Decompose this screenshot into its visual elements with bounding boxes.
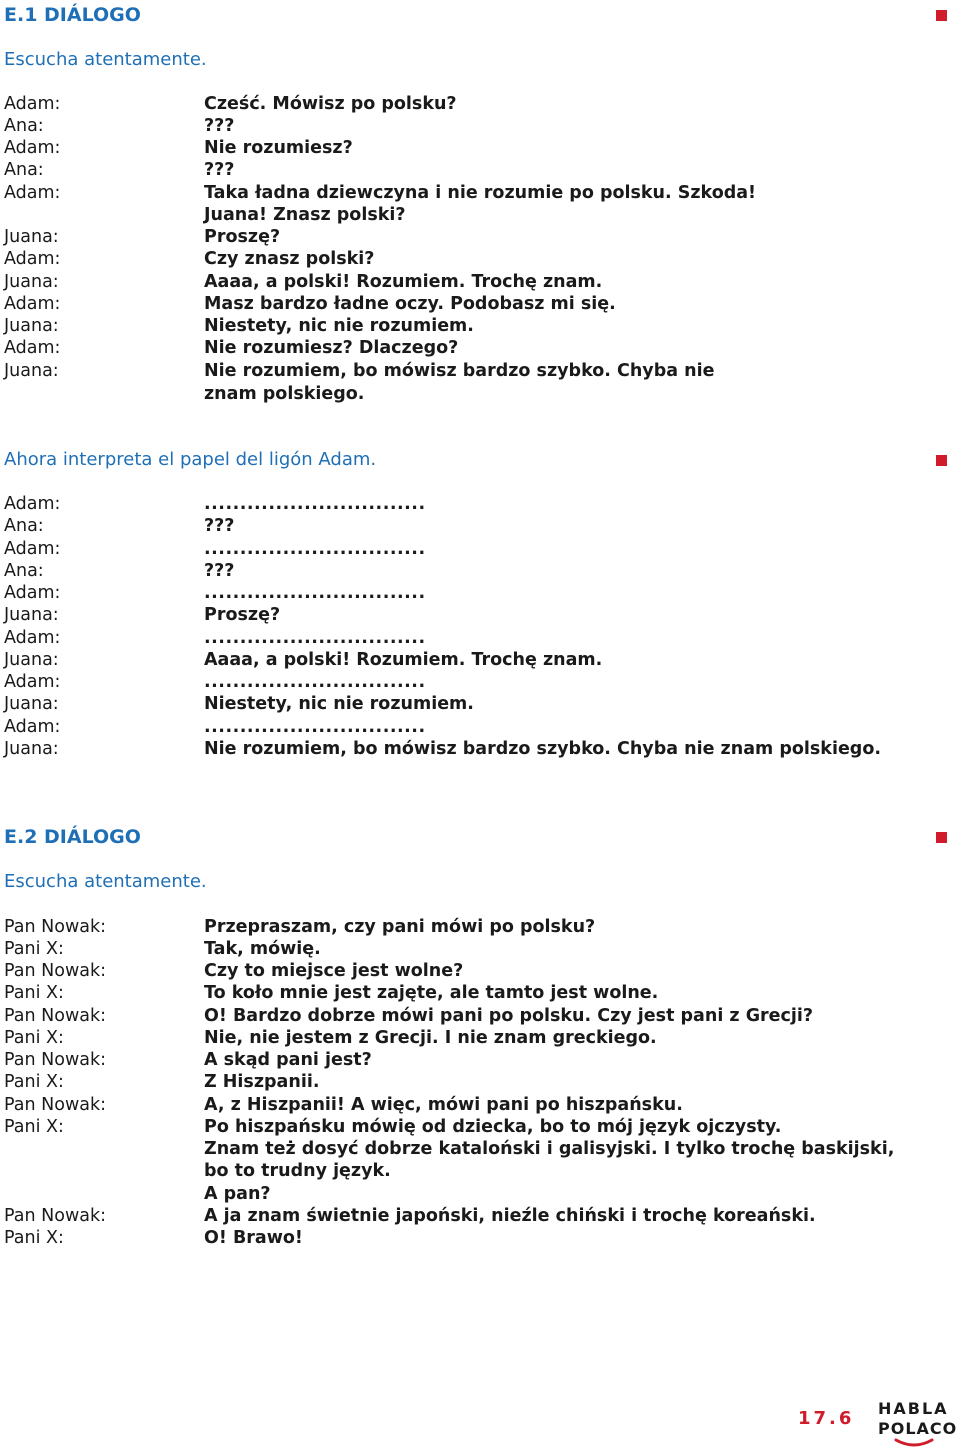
dialogue-line [0, 337, 900, 359]
dialogue-line [0, 93, 900, 115]
dialogue-line [0, 693, 900, 715]
line-text: Znam też dosyć dobrze kataloński i galisyjski. I tylko trochę baskijski, [204, 1139, 895, 1159]
speaker: Adam: [4, 583, 61, 603]
speaker: Adam: [4, 672, 61, 692]
line-text: Niestety, nic nie rozumiem. [204, 316, 474, 336]
line-text: Aaaa, a polski! Rozumiem. Trochę znam. [204, 272, 603, 292]
dialogue-line [0, 1049, 900, 1071]
blank-line: ............................... [204, 672, 426, 692]
line-text: Juana! Znasz polski? [204, 205, 406, 225]
blank-line: ............................... [204, 539, 426, 559]
speaker: Juana: [4, 739, 59, 759]
dialogue-line [0, 1094, 900, 1116]
dialogue-line [0, 1205, 900, 1227]
dialogue-line [0, 982, 900, 1004]
dialogue-line [0, 315, 900, 337]
logo-graphic [876, 1392, 956, 1450]
page-number: 17.6 [798, 1408, 855, 1429]
line-text: Aaaa, a polski! Rozumiem. Trochę znam. [204, 650, 603, 670]
line-text: bo to trudny język. [204, 1161, 391, 1181]
speaker: Adam: [4, 628, 61, 648]
speaker: Pan Nowak: [4, 961, 107, 981]
line-text: Nie rozumiem, bo mówisz bardzo szybko. Chyba nie znam polskiego. [204, 739, 882, 759]
dialogue-line [0, 1116, 900, 1138]
dialogue-line [0, 582, 900, 604]
dialogue-line [0, 293, 900, 315]
section1-instruction: Escucha atentamente. [4, 49, 207, 70]
line-text: O! Brawo! [204, 1228, 303, 1248]
speaker: Ana: [4, 116, 44, 136]
line-text: ??? [204, 160, 235, 180]
line-text: Tak, mówię. [204, 939, 321, 959]
line-text: A, z Hiszpanii! A więc, mówi pani po hiszpańsku. [204, 1095, 683, 1115]
speaker: Adam: [4, 138, 61, 158]
habla-polaco-logo [876, 1392, 956, 1450]
line-text: Taka ładna dziewczyna i nie rozumie po polsku. Szkoda! [204, 183, 757, 203]
speaker: Pan Nowak: [4, 917, 107, 937]
speaker: Juana: [4, 227, 59, 247]
speaker: Pani X: [4, 1117, 64, 1137]
dialogue-line [0, 493, 900, 515]
dialogue-line [0, 627, 900, 649]
blank-line: ............................... [204, 583, 426, 603]
line-text: Niestety, nic nie rozumiem. [204, 694, 474, 714]
blank-line: ............................... [204, 717, 426, 737]
speaker: Adam: [4, 249, 61, 269]
line-text: To koło mnie jest zajęte, ale tamto jest wolne. [204, 983, 659, 1003]
speaker: Adam: [4, 717, 61, 737]
dialogue-line [0, 1005, 900, 1027]
speaker: Juana: [4, 650, 59, 670]
line-text: ??? [204, 116, 235, 136]
speaker: Juana: [4, 316, 59, 336]
speaker: Adam: [4, 338, 61, 358]
speaker: Pani X: [4, 983, 64, 1003]
speaker: Juana: [4, 272, 59, 292]
speaker: Adam: [4, 94, 61, 114]
dialogue-line [0, 360, 900, 406]
speaker: Ana: [4, 561, 44, 581]
dialogue-line [0, 960, 900, 982]
line-text: A pan? [204, 1184, 271, 1204]
dialogue-line [0, 204, 900, 226]
line-text: Masz bardzo ładne oczy. Podobasz mi się. [204, 294, 616, 314]
line-text: O! Bardzo dobrze mówi pani po polsku. Czy jest pani z Grecji? [204, 1006, 814, 1026]
line-text: Czy to miejsce jest wolne? [204, 961, 464, 981]
line-text: A skąd pani jest? [204, 1050, 372, 1070]
dialogue-line [0, 560, 900, 582]
dialogue-line [0, 938, 900, 960]
line-text: Z Hiszpanii. [204, 1072, 320, 1092]
speaker: Ana: [4, 516, 44, 536]
line-text: Cześć. Mówisz po polsku? [204, 94, 457, 114]
speaker: Adam: [4, 539, 61, 559]
section-marker [936, 455, 947, 466]
line-text: Proszę? [204, 227, 281, 247]
speaker: Pan Nowak: [4, 1095, 107, 1115]
line-text: Nie, nie jestem z Grecji. I nie znam greckiego. [204, 1028, 657, 1048]
line-text: Po hiszpańsku mówię od dziecka, bo to mój język ojczysty. [204, 1117, 782, 1137]
dialogue-line [0, 515, 900, 537]
dialogue-line [0, 716, 900, 738]
line-text: Czy znasz polski? [204, 249, 375, 269]
speaker: Pani X: [4, 1072, 64, 1092]
speaker: Adam: [4, 294, 61, 314]
line-text: ??? [204, 516, 235, 536]
dialogue-line [0, 226, 900, 248]
section1b-instruction: Ahora interpreta el papel del ligón Adam. [4, 449, 377, 470]
section-marker [936, 832, 947, 843]
line-text: Przepraszam, czy pani mówi po polsku? [204, 917, 596, 937]
speaker: Ana: [4, 160, 44, 180]
dialogue-line [0, 1160, 900, 1182]
dialogue-line [0, 604, 900, 626]
logo-smile [896, 1440, 932, 1445]
line-text: Proszę? [204, 605, 281, 625]
dialogue-line [0, 271, 900, 293]
speaker: Adam: [4, 494, 61, 514]
dialogue-line [0, 738, 900, 760]
logo-bottom-text: POLACO [878, 1419, 956, 1438]
section-marker [936, 10, 947, 21]
dialogue-line [0, 137, 900, 159]
section2-instruction: Escucha atentamente. [4, 871, 207, 892]
speaker: Juana: [4, 694, 59, 714]
line-text: ??? [204, 561, 235, 581]
speaker: Adam: [4, 183, 61, 203]
blank-line: ............................... [204, 628, 426, 648]
speaker: Pani X: [4, 939, 64, 959]
section1-title: E.1 DIÁLOGO [4, 4, 141, 26]
dialogue-line [0, 1138, 900, 1160]
line-text: Nie rozumiesz? Dlaczego? [204, 338, 459, 358]
speaker: Pani X: [4, 1028, 64, 1048]
speaker: Pani X: [4, 1228, 64, 1248]
speaker: Juana: [4, 605, 59, 625]
line-text: A ja znam świetnie japoński, nieźle chiński i trochę koreański. [204, 1206, 816, 1226]
logo-top-text: HABLA [878, 1399, 949, 1418]
dialogue-line [0, 248, 900, 270]
dialogue-line [0, 159, 900, 181]
speaker: Juana: [4, 361, 59, 381]
dialogue-line [0, 916, 900, 938]
section2-title: E.2 DIÁLOGO [4, 826, 141, 848]
blank-line: ............................... [204, 494, 426, 514]
dialogue-line [0, 115, 900, 137]
dialogue-line [0, 1227, 900, 1249]
speaker: Pan Nowak: [4, 1050, 107, 1070]
dialogue-line [0, 538, 900, 560]
dialogue-line [0, 182, 900, 204]
dialogue-line [0, 671, 900, 693]
line-text: Nie rozumiesz? [204, 138, 353, 158]
dialogue-line [0, 649, 900, 671]
dialogue-line [0, 1071, 900, 1093]
speaker: Pan Nowak: [4, 1006, 107, 1026]
speaker: Pan Nowak: [4, 1206, 107, 1226]
dialogue-line [0, 1183, 900, 1205]
dialogue-line [0, 1027, 900, 1049]
line-text: Nie rozumiem, bo mówisz bardzo szybko. Chyba nie znam polskiego. [204, 361, 715, 404]
